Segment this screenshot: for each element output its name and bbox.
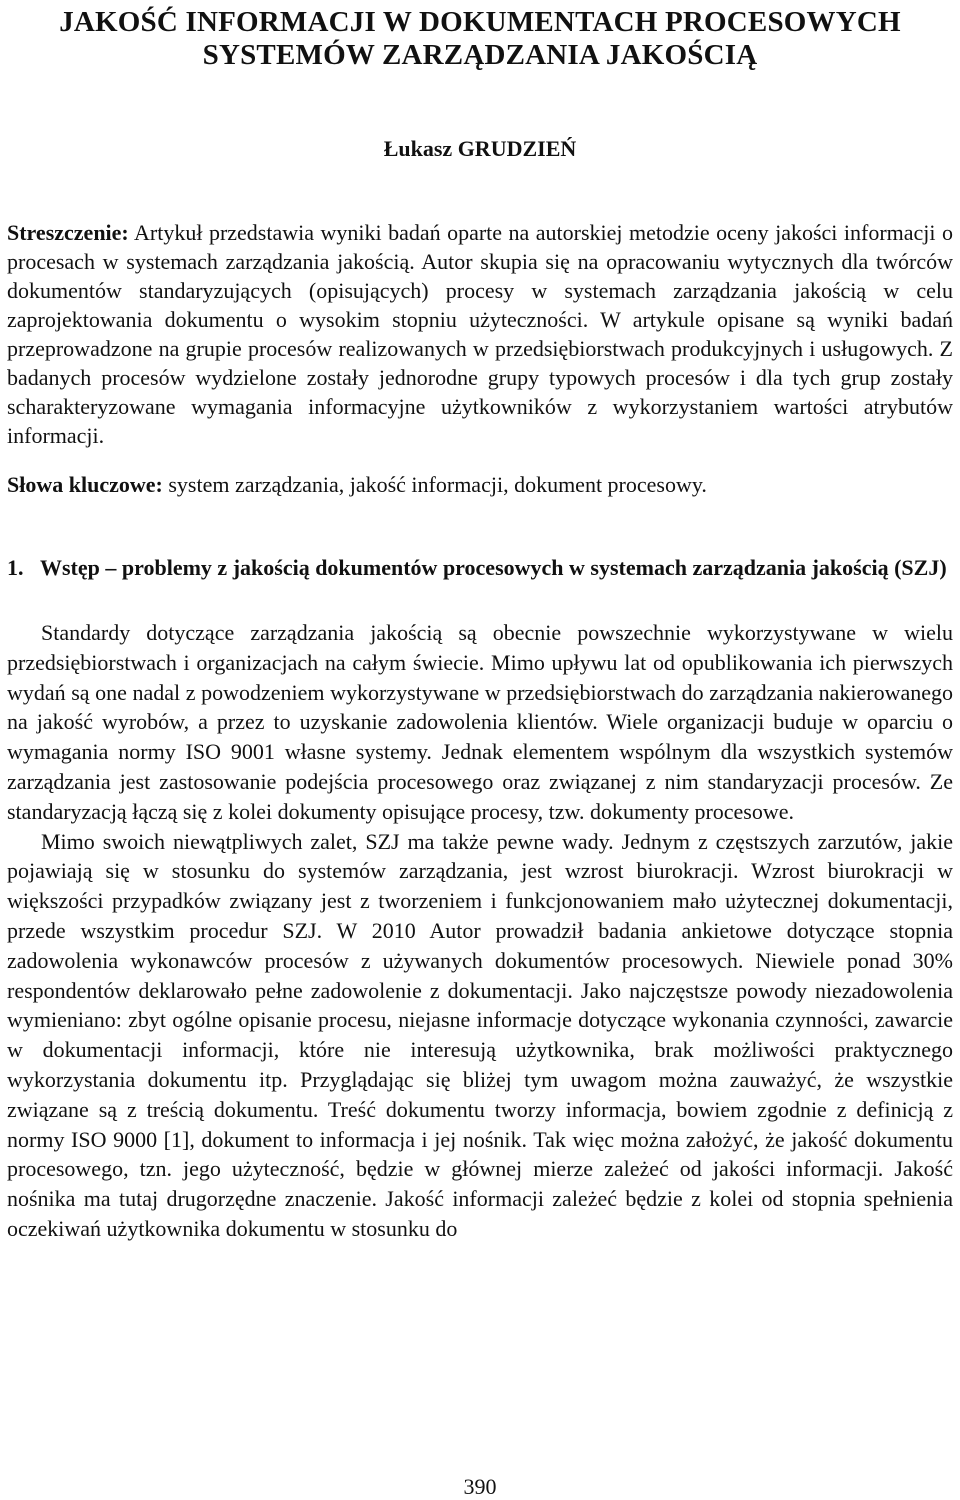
paragraph: Standardy dotyczące zarządzania jakością są obecnie powszechnie wykorzystywane w wielu przedsiębiorstwach i organizacjach na całym świecie. Mimo upływu lat od opublikowania ich pierwszych wydań są one nadal z powodzeniem wykorzystywane w przedsiębiorstwach do zarządzania nakierowanego na jakość wyrobów, a przez to uzyskanie zadowolenia klientów. Wiele organizacji buduje w oparciu o wymagania normy ISO 9001 własne systemy. Jednak elementem wspólnym dla wszystkich systemów zarządzania jest zastosowanie podejścia procesowego oraz związanej z nim standaryzacji procesów. Ze standaryzacją łączą się z kolei dokumenty opisujące procesy, tzw. dokumenty procesowe. <box>7 620 953 824</box>
title-line-1: JAKOŚĆ INFORMACJI W DOKUMENTACH PROCESOWYCH <box>59 6 901 38</box>
document-page <box>7 0 953 1244</box>
abstract-text: Artykuł przedstawia wyniki badań oparte na autorskiej metodzie oceny jakości informacji o procesach w systemach zarządzania jakością. Autor skupia się na opracowaniu wytycznych dla twórców dokumentów standaryzujących (opisujących) procesy w systemach zarządzania jakością w celu zaprojektowania dokumentu o wysokim stopniu użyteczności. W artykule opisane są wyniki badań przeprowadzone na grupie procesów realizowanych w przedsiębiorstwach produkcyjnych i usługowych. Z badanych procesów wydzielone zostały jednorodne grupy typowych procesów i dla tych grup zostały scharakteryzowane wymagania informacyjne użytkowników z wykorzystaniem wartości atrybutów informacji. <box>7 220 953 448</box>
keywords-label: Słowa kluczowe: <box>7 472 163 497</box>
section-number: 1. <box>7 555 24 580</box>
abstract-label: Streszczenie: <box>7 220 129 245</box>
section-heading <box>7 553 953 582</box>
page-number: 390 <box>463 1474 497 1499</box>
paragraph: Mimo swoich niewątpliwych zalet, SZJ ma także pewne wady. Jednym z częstszych zarzutów, jakie pojawiają się w stosunku do systemów zarządzania, jest wzrost biurokracji. Wzrost biurokracji w większości przypadków związany jest z tworzeniem i funkcjonowaniem mało użytecznej dokumentacji, przede wszystkim procedur SZJ. W 2010 Autor prowadził badania ankietowe dotyczące stopnia zadowolenia wykonawców procesów z używanych dokumentów procesowych. Niewiele ponad 30% respondentów deklarowało pełne zadowolenie z dokumentacji. Jako najczęstsze powody niezadowolenia wymieniano: zbyt ogólne opisanie procesu, niejasne informacje dotyczące wykonania czynności, zawarcie w dokumentacji informacji, które nie interesują użytkownika, brak możliwości praktycznego wykorzystania dokumentu itp. Przyglądając się bliżej tym uwagom można zauważyć, że wszystkie związane są z treścią dokumentu. Treść dokumentu tworzy informacja, bowiem zgodnie z definicją z normy ISO 9000 [1], dokument to informacja i jej nośnik. Tak więc można założyć, że jakość dokumentu procesowego, tzn. jego użyteczność, będzie w głównej mierze zależeć od jakości informacji. Jakość nośnika ma tutaj drugorzędne znaczenie. Jakość informacji zależeć będzie z kolei od stopnia spełnienia oczekiwań użytkownika dokumentu w stosunku do <box>7 828 953 1241</box>
author-name: Łukasz GRUDZIEŃ <box>383 136 577 161</box>
title-line-2: SYSTEMÓW ZARZĄDZANIA JAKOŚCIĄ <box>202 39 758 71</box>
keywords <box>7 470 953 499</box>
keywords-text: system zarządzania, jakość informacji, dokument procesowy. <box>168 472 707 497</box>
section-title: Wstęp – problemy z jakością dokumentów procesowych w systemach zarządzania jakością (SZJ) <box>40 555 947 580</box>
body-text <box>7 618 953 1244</box>
abstract <box>7 218 953 450</box>
paper-title <box>7 6 953 72</box>
